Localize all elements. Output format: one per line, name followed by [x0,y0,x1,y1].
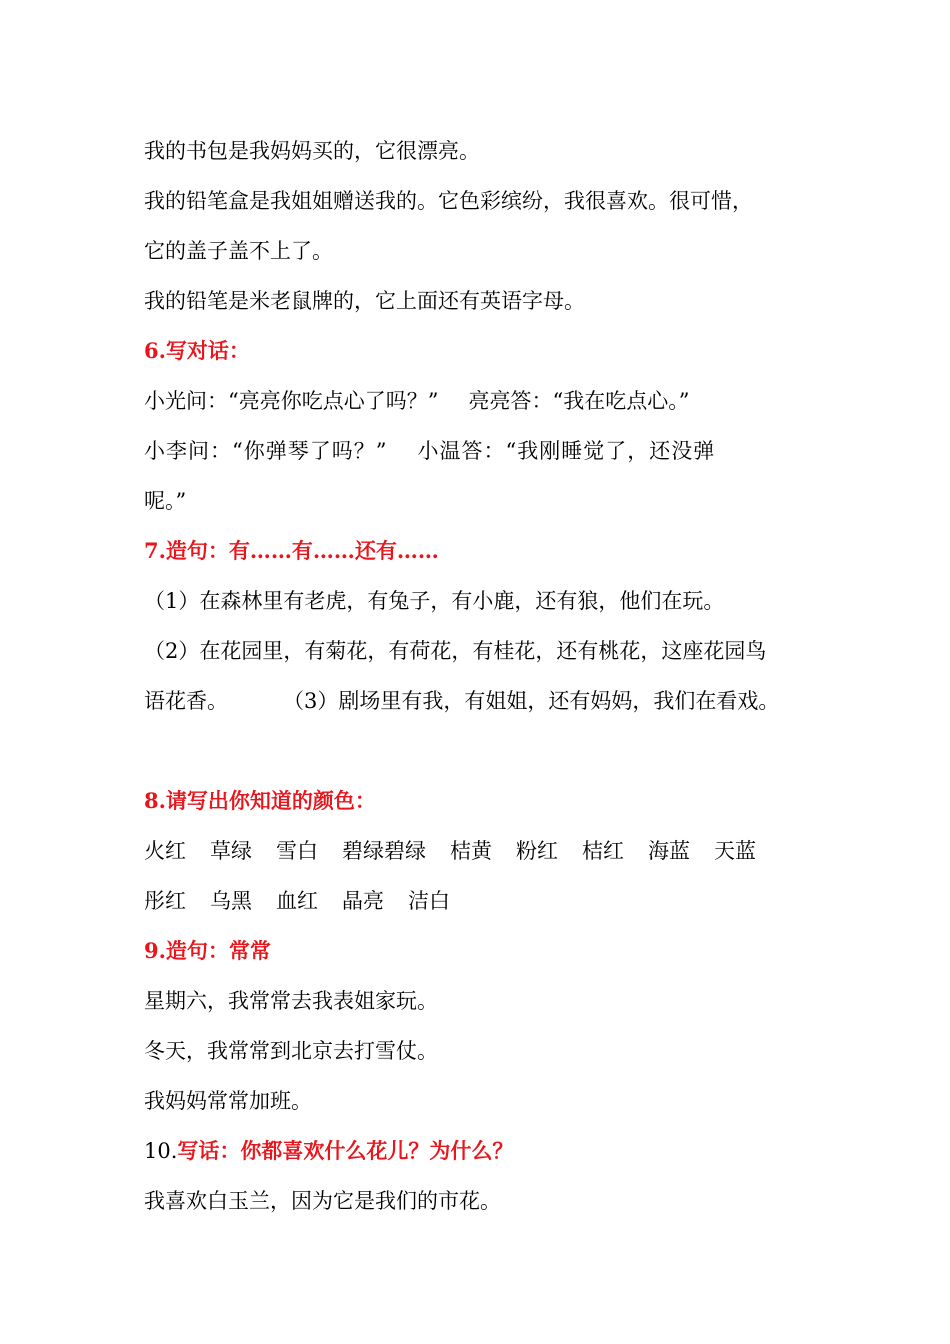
color-word: 雪白 [276,839,318,863]
intro-line-4: 我的铅笔是米老鼠牌的，它上面还有英语字母。 [144,289,585,313]
document-body [144,126,834,1226]
color-word: 彤红 [144,889,186,913]
dialog-line-2 [144,426,834,476]
dialog-1-question: 小光问：“亮亮你吃点心了吗？” [144,389,439,413]
dialog-line-3: 呢。” [144,489,187,513]
sentence-2-end: 语花香。 [144,689,228,713]
section-10-answer: 我喜欢白玉兰，因为它是我们的市花。 [144,1189,501,1213]
section-8-heading: 8.请写出你知道的颜色： [144,788,376,813]
color-word: 桔红 [582,839,624,863]
sentence-3: （3）剧场里有我，有姐姐，还有妈妈，我们在看戏。 [283,689,780,713]
color-word: 粉红 [516,839,558,863]
dialog-line-1 [144,376,834,426]
color-word: 天蓝 [714,839,756,863]
section-9-line-3: 我妈妈常常加班。 [144,1089,312,1113]
dialog-2-answer: 小温答：“我刚睡觉了，还没弹 [417,439,716,463]
sentence-2: （2）在花园里，有菊花，有荷花，有桂花，还有桃花，这座花园鸟 [144,639,767,663]
blank-line [144,726,834,776]
color-word: 血红 [276,889,318,913]
intro-line-1: 我的书包是我妈妈买的，它很漂亮。 [144,139,480,163]
color-word: 晶亮 [342,889,384,913]
sentence-1: （1）在森林里有老虎，有兔子，有小鹿，还有狼，他们在玩。 [144,589,725,613]
section-9-line-2: 冬天，我常常到北京去打雪仗。 [144,1039,438,1063]
color-word: 火红 [144,839,186,863]
color-word: 乌黑 [210,889,252,913]
section-7-heading: 7.造句：有……有……还有…… [144,538,439,563]
dialog-1-answer: 亮亮答：“我在吃点心。” [468,389,690,413]
section-10-title: 写话：你都喜欢什么花儿？为什么？ [177,1138,514,1163]
color-word: 海蓝 [648,839,690,863]
dialog-2-question: 小李问：“你弹琴了吗？” [144,439,388,463]
section-10-heading [144,1126,834,1176]
sentence-2-3-line [144,676,834,726]
colors-row-1 [144,826,834,876]
section-9-line-1: 星期六，我常常去我表姐家玩。 [144,989,438,1013]
section-9-heading: 9.造句：常常 [144,938,271,963]
color-word: 草绿 [210,839,252,863]
colors-row-2 [144,876,834,926]
intro-line-2: 我的铅笔盒是我姐姐赠送我的。它色彩缤纷，我很喜欢。很可惜， [144,189,753,213]
intro-line-3: 它的盖子盖不上了。 [144,239,333,263]
section-10-number: 10. [144,1139,178,1163]
color-word: 碧绿碧绿 [342,839,426,863]
color-word: 洁白 [408,889,450,913]
section-6-heading: 6.写对话： [144,338,250,363]
color-word: 桔黄 [450,839,492,863]
